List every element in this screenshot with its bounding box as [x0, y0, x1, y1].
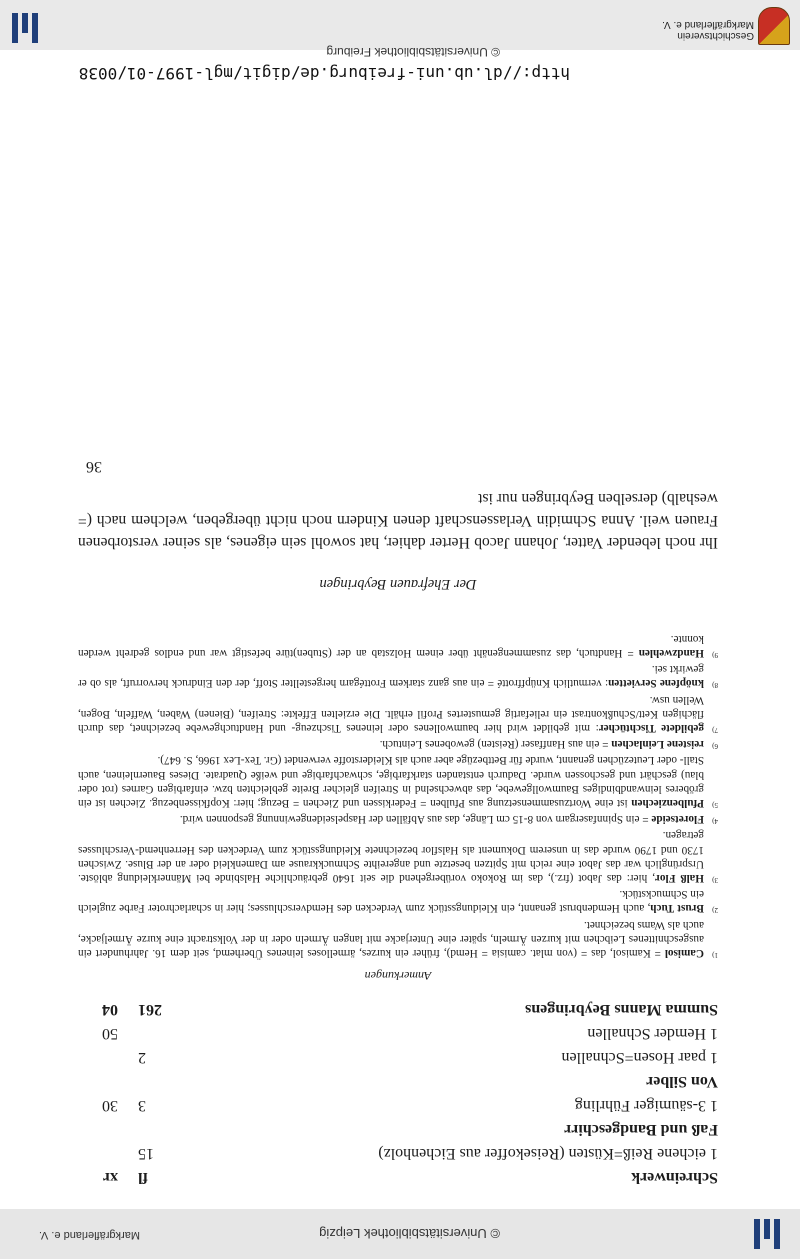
- footnote-term: Handzwehlen: [638, 646, 704, 659]
- footnote-term: Brust Tuch: [650, 902, 704, 915]
- ledger-row: [78, 1045, 718, 1069]
- ledger-gulden: 2: [138, 1049, 146, 1066]
- ledger-row: [78, 1093, 718, 1117]
- footnote-term: Camisol: [664, 947, 704, 959]
- footnote-text: = Handtuch, das zusammengenäht über einem Holzstab an der (Stuben)türe befestigt war und endlos gedreht werden konnte.: [78, 632, 704, 659]
- ledger-row: [78, 1117, 718, 1141]
- footer-copyright: © Universitätsbibliothek Freiburg: [326, 45, 500, 59]
- page-content: [78, 457, 718, 1189]
- ledger-gulden: 3: [138, 1097, 146, 1114]
- ledger-label: Schreinwerk: [631, 1169, 718, 1186]
- footnote-text: = ein aus Hanffaser (Reisten) gewobenes Leintuch.: [379, 738, 612, 751]
- permalink-url[interactable]: http://dl.ub.uni-freiburg.de/digit/mgl-1997-01/0038: [78, 64, 570, 83]
- top-band-copyright: © Universitätsbibliothek Leipzig: [319, 1226, 500, 1241]
- ledger-kreuzer: 50: [102, 1025, 118, 1042]
- library-logo-icon: [12, 13, 38, 43]
- top-band-society: Markgräflerland e. V.: [38, 1229, 140, 1241]
- footnote-text: = Kamisol, das = (von mlat. camisia = Hemd), früher ein kurzes, ärmelloses leinenes Überhemd, seit dem 16. Jahrhundert ein ausgeschnittenes Leibchen mit kurzen Ärmeln, später eine Unterjacke mit langen Ärmeln oder in der Volkstracht eine kurze Ärmeljacke, auch als Wams bezeichnet.: [78, 918, 704, 959]
- footnote-number: 5): [712, 800, 718, 809]
- footnote: [78, 632, 718, 660]
- footnote-text: ist eine Wortzusammensetzung aus Pfulben = Federkissen und Ziechen = Bezug; hier: Kopfkissenbezug. Ziechen ist ein gröberes leinwandbindiges Baumwollgewebe, das abwechselnd in Streifen gleicher Breite gebleichten bzw. einfarbigen Garnes (rot oder blau) geschärt und geschossen wurde. Dadurch entstanden starkfarbige, schwachfarbige und weiße Quadrate. Dieses Bauernleinen, auch Stall- oder Leutezüchen genannt, wurde für Bettbezüge aber auch als Kleiderstoffe verwendet (Gr. Tex-Lex 1966, S. 647).: [78, 754, 704, 809]
- ledger-label: Faß und Bandgeschirr: [564, 1121, 718, 1138]
- ledger-gulden: 15: [138, 1145, 154, 1162]
- footnote-text: = ein Spinnfasergarn von 8-15 cm Länge, das aus Abfällen der Haspelseidengewinnung gesponnen wird.: [179, 813, 652, 826]
- ledger-gulden: 261: [138, 1001, 162, 1018]
- footnote: [78, 737, 718, 751]
- ledger-row: [78, 1069, 718, 1093]
- footnote: [78, 812, 718, 826]
- page-number: 36: [86, 457, 102, 475]
- footnote: [78, 828, 718, 885]
- footnote-term: reistene Leinlachen: [611, 738, 704, 751]
- footnote-number: 3): [712, 875, 718, 884]
- footnote: [78, 753, 718, 810]
- ledger-row: [78, 1165, 718, 1189]
- section-title: Der Ehefrauen Beybringen: [319, 575, 477, 592]
- footnote-term: gebildete Tischtücher: [598, 721, 704, 734]
- ledger-label: Summa Manns Beybringens: [525, 1001, 718, 1018]
- footnote-number: 6): [712, 742, 718, 751]
- footnote-text: : mit gebildet wird hier baumwollenes oder leinenes Tischzeug- und Handtuchgewebe bezeichnet, das durch flächigen Kett/Schußkontrast ein reliefartig gemustertes Profil erhält. Die erzielten Effekte: Streifen, (Bienen) Waben, Waffeln, Bogen, Wellen usw.: [77, 693, 704, 734]
- ledger-label: 1 eichene Reiß=Küsten (Reisekoffer aus Eichenholz): [378, 1145, 718, 1162]
- library-logo-icon: [754, 1219, 780, 1249]
- society-crest-icon: [758, 7, 790, 45]
- footnote-text: , hier: das Jabot (frz.), das im Rokoko vorübergehend die seit 1640 gebräuchliche Halsbinde bei Männerkleidung ablöste. Ursprünglich war das Jabot eine reich mit Spitzen besetzte und angereihte Schmuckkrause am Damenkleid oder an der Bluse. Zwischen 1730 und 1790 wurde das in unserem Dokument als Halsflor bezeichnete Kleidungsstück zum Verdecken des Herrenhemd-Verschlusses getragen.: [78, 829, 704, 884]
- footnote-number: 8): [712, 681, 718, 690]
- ledger-row: [78, 1141, 718, 1165]
- footnote-number: 7): [712, 725, 718, 734]
- ledger-row: [78, 997, 718, 1021]
- footnote-number: 2): [712, 906, 718, 915]
- society-name: Geschichtsverein Markgräflerland e. V.: [662, 19, 754, 41]
- footnote: [78, 917, 718, 960]
- ledger-kreuzer: xr: [102, 1169, 118, 1186]
- footnote-number: 1): [712, 951, 718, 959]
- footnote-number: 9): [712, 650, 718, 659]
- notes-title: Anmerkungen: [364, 969, 432, 983]
- footnotes: [78, 632, 718, 960]
- ledger-label: 1 Hemder Schnallen: [587, 1025, 718, 1042]
- footnote: [78, 662, 718, 690]
- ledger-label: 1 3-säumiger Führling: [574, 1097, 718, 1114]
- ledger-label: 1 paar Hosen=Schnallen: [561, 1049, 718, 1066]
- ledger-label: Von Silber: [646, 1073, 718, 1090]
- ledger-kreuzer: 30: [102, 1097, 118, 1114]
- body-paragraph: Ihr noch lebender Vatter, Johann Jacob Herter dahier, hat sowohl sein eigenes, als seiner verstorbenen Frauen weil. Anna Schmidin Verlassenschaft denen Kindern noch nicht übergeben, welchem nach (= weshalb) derselben Beybringen nur ist: [78, 489, 718, 551]
- footnote: [78, 692, 718, 735]
- footnote-term: knöpfene Servietten: [608, 677, 704, 690]
- ledger-kreuzer: 04: [102, 1001, 118, 1018]
- ledger-gulden: fl: [138, 1169, 148, 1186]
- footnote-text: , auch Hemdenbrust genannt, ein Kleidungsstück zum Verdecken des Hemdverschlusses; hier in scharlachroter Farbe zugleich ein Schmuckstück.: [77, 888, 704, 915]
- ledger-row: [78, 1021, 718, 1045]
- footnote-term: Floretseide: [651, 813, 704, 826]
- footnote-text: : vermutlich Knüpffrotté = ein aus ganz starkem Frottégarn hergestellter Stoff, der den Eindruck hervorruft, als ob er gewirkt sei.: [78, 663, 704, 690]
- footnote-term: Pfulbenziechen: [631, 796, 704, 809]
- ledger-table: [78, 997, 718, 1189]
- footnote-term: Halß Flor: [654, 871, 704, 884]
- footnote: [78, 887, 718, 915]
- top-viewer-band: [0, 1209, 800, 1259]
- footnote-number: 4): [712, 817, 718, 826]
